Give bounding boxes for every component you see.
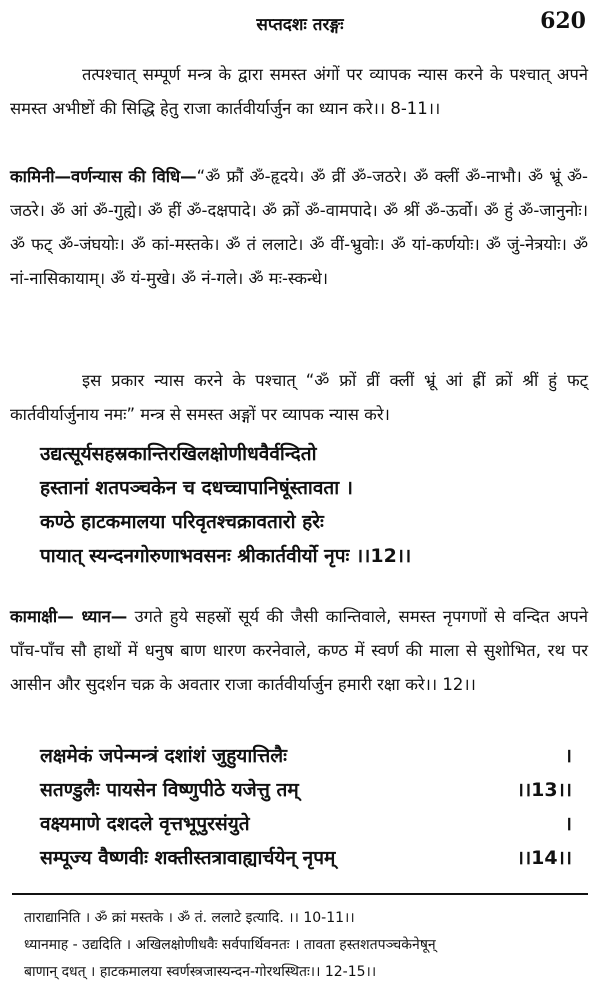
footnote-line: ताराद्यानिति । ॐ क्रां मस्तके । ॐ तं. ललाटे इत्यादि. ।। 10-11।। (24, 910, 355, 926)
footnote-line: बाणान् दधत् । हाटकमालया स्वर्णस्त्रजास्यन्दन-गोरथस्थितः।। 12-15।। (24, 964, 377, 980)
verse-line-text: वक्ष्यमाणे दशदले वृत्तभूपुरसंयुते (40, 813, 250, 835)
footnotes (24, 905, 584, 986)
verse-12 (40, 437, 580, 573)
paragraph-text: उगते हुये सहस्रों सूर्य की जैसी कान्तिवाले, समस्त नृपगणों से वन्दित अपने पाँच-पाँच सौ हाथों में धनुष बाण धारण करनेवाले, कण्ठ में स्वर्ण की माला से सुशोभित, रथ पर आसीन और सुदर्शन चक्र के अवतार राजा कार्तवीर्यार्जुन हमारी रक्षा करे।। 12।। (10, 607, 589, 694)
verse-line: पायात् स्यन्दनगोरुणाभवसनः श्रीकार्तवीर्यो नृपः ।।12।। (40, 545, 412, 567)
section-label-kamakshi: कामाक्षी— ध्यान— (10, 607, 128, 626)
verse-line (40, 739, 580, 773)
verse-line-end: ।।14।। (516, 847, 572, 869)
section-label-kamini: कामिनी—वर्णन्यास की विधि— (10, 167, 197, 186)
verse-line: हस्तानां शतपञ्चकेन च दधच्चापानिषूंस्तावता । (40, 477, 353, 499)
paragraph-dhyana-intro (10, 58, 588, 126)
paragraph-kamakshi-dhyana (10, 600, 588, 702)
paragraph-varnanyasa (10, 160, 588, 296)
verse-line-end: । (564, 745, 572, 767)
verse-line-text: सतण्डुलैः पायसेन विष्णुपीठे यजेत्तु तम् (40, 779, 299, 801)
footnote-divider (12, 893, 588, 895)
verse-line-text: सम्पूज्य वैष्णवीः शक्तीस्तत्रावाह्यार्चयेन् नृपम् (40, 847, 336, 869)
paragraph-text: तत्पश्चात् सम्पूर्ण मन्त्र के द्वारा समस्त अंगों पर व्यापक न्यास करने के पश्चात् अपने समस्त अभीष्टों की सिद्धि हेतु राजा कार्तवीर्यार्जुन का ध्यान करे।। 8-11।। (10, 65, 588, 118)
footnote-line: ध्यानमाह - उद्यदिति । अखिलक्षोणीधवैः सर्वपार्थिवनतः । तावता हस्तशतपञ्चकेनेषून् (24, 937, 436, 953)
verse-line-text: लक्षमेकं जपेन्मन्त्रं दशांशं जुहुयात्तिलैः (40, 745, 288, 767)
page-header (0, 8, 600, 38)
paragraph-text: इस प्रकार न्यास करने के पश्चात् “ॐ फ्रों व्रीं क्लीं भ्रूं आं ह्रीं क्रों श्रीं हुं फट् कार्तवीर्यार्जुनाय नमः” मन्त्र से समस्त अङ्गों पर व्यापक न्यास करे। (10, 371, 588, 424)
verse-line-end: । (564, 813, 572, 835)
verse-13-14 (40, 739, 580, 875)
verse-line: उद्यत्सूर्यसहस्रकान्तिरखिलक्षोणीधवैर्वन्दितो (40, 443, 317, 465)
verse-line-end: ।।13।। (516, 779, 572, 801)
verse-line (40, 773, 580, 807)
verse-line (40, 807, 580, 841)
paragraph-text: “ॐ फ्रौं ॐ-हृदये। ॐ व्रीं ॐ-जठरे। ॐ क्लीं ॐ-नाभौ। ॐ भ्रूं ॐ-जठरे। ॐ आं ॐ-गुह्ये। ॐ हीं ॐ-दक्षपादे। ॐ क्रों ॐ-वामपादे। ॐ श्रीं ॐ-ऊर्वो। ॐ हुं ॐ-जानुनोः। ॐ फट् ॐ-जंघयोः। ॐ कां-मस्तके। ॐ तं ललाटे। ॐ वीं-भ्रुवोः। ॐ यां-कर्णयोः। ॐ जुं-नेत्रयोः। ॐ नां-नासिकायाम्। ॐ यं-मुखे। ॐ नं-गले। ॐ मः-स्कन्धे। (10, 167, 588, 288)
verse-line (40, 841, 580, 875)
verse-line: कण्ठे हाटकमालया परिवृतश्चक्रावतारो हरेः (40, 511, 324, 533)
page-number: 620 (540, 8, 586, 34)
chapter-title: सप्तदशः तरङ्गः (256, 15, 344, 35)
paragraph-nyasa-mantra (10, 364, 588, 432)
